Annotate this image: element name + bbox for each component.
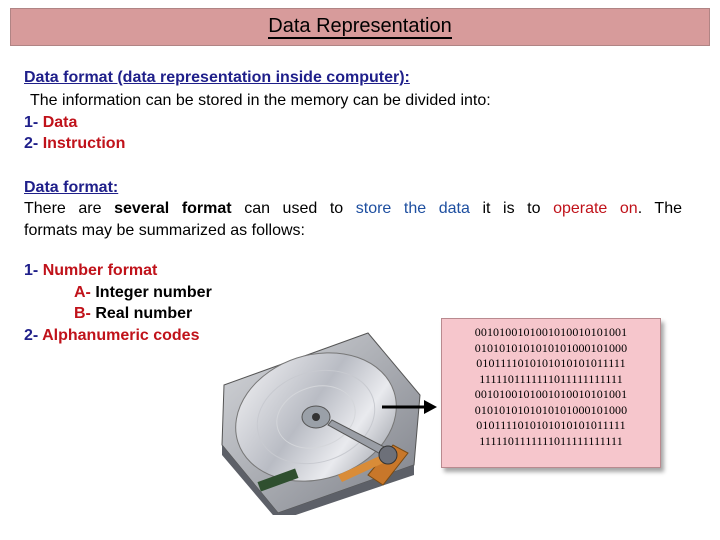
title-bar (10, 8, 710, 46)
list-item-alphanumeric (24, 326, 199, 346)
text-span: it is to (482, 200, 541, 217)
text-span-blue: store the data (355, 200, 470, 217)
intro-text: The information can be stored in the memory can be divided into: (30, 92, 491, 109)
binary-line: 0010100101001010010101001 (474, 387, 628, 401)
text-span-red: operate on (553, 200, 638, 217)
item-number: 1- (24, 262, 39, 279)
item-label: Integer number (95, 284, 212, 301)
binary-line: 0101010101010101000101000 (474, 340, 628, 355)
binary-line: 0101111010101010101011111 (476, 356, 626, 370)
list-item-real (74, 304, 192, 324)
binary-line: 0101111010101010101011111 (476, 418, 626, 432)
list-item-instruction (24, 134, 125, 154)
paragraph-line-2: formats may be summarized as follows: (24, 222, 305, 239)
item-letter: A- (74, 284, 91, 301)
binary-line: 0010100101001010010101001 (474, 325, 628, 339)
list-item-number-format (24, 261, 157, 281)
item-label: Data (42, 114, 78, 131)
arrow-right-icon (382, 397, 437, 417)
item-label: Real number (95, 305, 193, 322)
list-item-data (24, 113, 77, 133)
binary-data-box (441, 318, 661, 468)
data-format-subheading: Data format: (24, 179, 119, 196)
data-format-heading: Data format (data representation inside computer): (24, 69, 410, 86)
text-span: . The (637, 200, 683, 217)
paragraph-line-1 (24, 199, 682, 219)
item-label: Alphanumeric codes (42, 327, 200, 344)
item-number: 2- (24, 135, 39, 152)
text-span-bold: several format (114, 200, 232, 217)
binary-line: 1111101111111011111111111 (479, 371, 623, 386)
binary-line: 1111101111111011111111111 (479, 433, 623, 448)
hard-disk-image (218, 325, 423, 515)
item-label: Instruction (42, 135, 126, 152)
text-span: There are (24, 200, 102, 217)
item-number: 1- (24, 114, 39, 131)
text-span: can used to (244, 200, 344, 217)
list-item-integer (74, 283, 212, 303)
item-label: Number format (42, 262, 158, 279)
page-title: Data Representation (268, 15, 452, 37)
binary-line: 0101010101010101000101000 (474, 402, 628, 417)
item-letter: B- (74, 305, 91, 322)
item-number: 2- (24, 327, 39, 344)
